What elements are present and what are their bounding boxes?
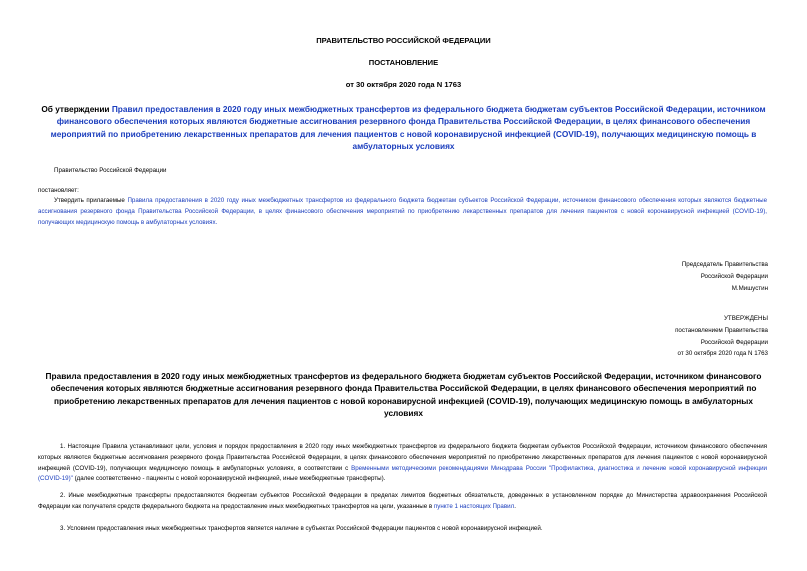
paragraph-1-text: 1. Настоящие Правила устанавливают цели, условия и порядок предоставления в 2020 году иных межбюджетных трансфертов из федерального бюджета бюджетам субъектов Российской Федерации, источником финансового обеспечения которых являются бюджетные ассигнования резервного фонда Правительства Российской Федерации, в целях финансового обеспечения мероприятий по приобретению лекарственных препаратов для лечения пациентов с новой коронавирусной инфекцией (COVID-19), получающих медицинскую помощь в амбулаторных условиях, в соответствии с bbox=[38, 443, 767, 472]
signature-position: Председатель Правительства bbox=[681, 261, 768, 268]
paragraph-2-text: 2. Иные межбюджетные трансферты предоставляются бюджетам субъектов Российской Федерации в пределах лимитов бюджетных обязательств, доведенных в установленном порядке до Министерства здравоохранения Российской Федерации как получателя средств федерального бюджета на предоставление иных межбюджетных трансфертов на цели, указанные в bbox=[38, 492, 767, 510]
paragraph-2 bbox=[38, 491, 767, 513]
document-title bbox=[40, 103, 767, 153]
approved-country: Российской Федерации bbox=[700, 338, 768, 346]
approved-date: от 30 октября 2020 года N 1763 bbox=[677, 350, 768, 358]
paragraph-1-suffix: (далее соответственно - пациенты с новой коронавирусной инфекцией, иные межбюджетные трансферты). bbox=[72, 475, 386, 483]
signature-block bbox=[682, 259, 768, 294]
approve-prefix: Утвердить прилагаемые bbox=[54, 197, 128, 204]
rules-title: Правила предоставления в 2020 году иных межбюджетных трансфертов из федерального бюджета бюджетам субъектов Российской Федерации, источником финансового обеспечения которых являются бюджетные ассигнования резервного фонда Правительства Российской Федерации, в целях финансового обеспечения мероприятий по приобретению лекарственных препаратов для лечения пациентов с новой коронавирусной инфекцией (COVID-19), получающих медицинскую помощь в амбулаторных условиях bbox=[45, 371, 762, 419]
government-label: Правительство Российской Федерации bbox=[54, 167, 167, 174]
approve-rules-link[interactable]: Правила предоставления в 2020 году иных межбюджетных трансфертов из федерального бюджета бюджетам субъектов Российской Федерации, источником финансового обеспечения которых являются бюджетные ассигнования резервного фонда Правительства Российской Федерации, в целях финансового обеспечения мероприятий по приобретению лекарственных препаратов для лечения пациентов с новой коронавирусной инфекцией (COVID-19), получающих медицинскую помощь в амбулаторных условиях. bbox=[38, 197, 768, 226]
approve-paragraph bbox=[38, 196, 767, 228]
approved-label: УТВЕРЖДЕНЫ bbox=[724, 315, 768, 322]
guidelines-link[interactable]: Временными методическими рекомендациями Минздрава России "Профилактика, диагностика и лечение новой коронавирусной инфекции (COVID-19)" bbox=[38, 464, 767, 483]
doc-type-heading: ПОСТАНОВЛЕНИЕ bbox=[368, 58, 439, 67]
paragraph-2-suffix: . bbox=[514, 502, 516, 510]
paragraph-3 bbox=[38, 524, 767, 535]
decides-label: постановляет: bbox=[38, 187, 79, 194]
rules-title-link[interactable]: Правил предоставления в 2020 году иных межбюджетных трансфертов из федерального бюджета бюджетам субъектов Российской Федерации, источником финансового обеспечения которых являются бюджетные ассигнования резервного фонда Правительства Российской Федерации, в целях финансового обеспечения мероприятий по приобретению лекарственных препаратов для лечения пациентов с новой коронавирусной инфекцией (COVID-19), получающих медицинскую помощь в амбулаторных условиях bbox=[50, 104, 766, 152]
document-title-prefix: Об утверждении bbox=[41, 104, 112, 114]
point-1-link[interactable]: пункте 1 настоящих Правил bbox=[433, 502, 515, 510]
signature-name: М.Мишустин bbox=[731, 284, 768, 292]
approved-block bbox=[675, 313, 768, 360]
doc-date-number: от 30 октября 2020 года N 1763 bbox=[345, 80, 462, 89]
paragraph-1 bbox=[38, 442, 767, 485]
signature-country: Российской Федерации bbox=[700, 272, 768, 280]
approved-by: постановлением Правительства bbox=[675, 326, 768, 334]
paragraph-3-text: 3. Условием предоставления иных межбюджетных трансфертов является наличие в субъектах Российской Федерации пациентов с новой коронавирусной инфекцией. bbox=[60, 525, 543, 532]
government-heading: ПРАВИТЕЛЬСТВО РОССИЙСКОЙ ФЕДЕРАЦИИ bbox=[316, 36, 491, 45]
